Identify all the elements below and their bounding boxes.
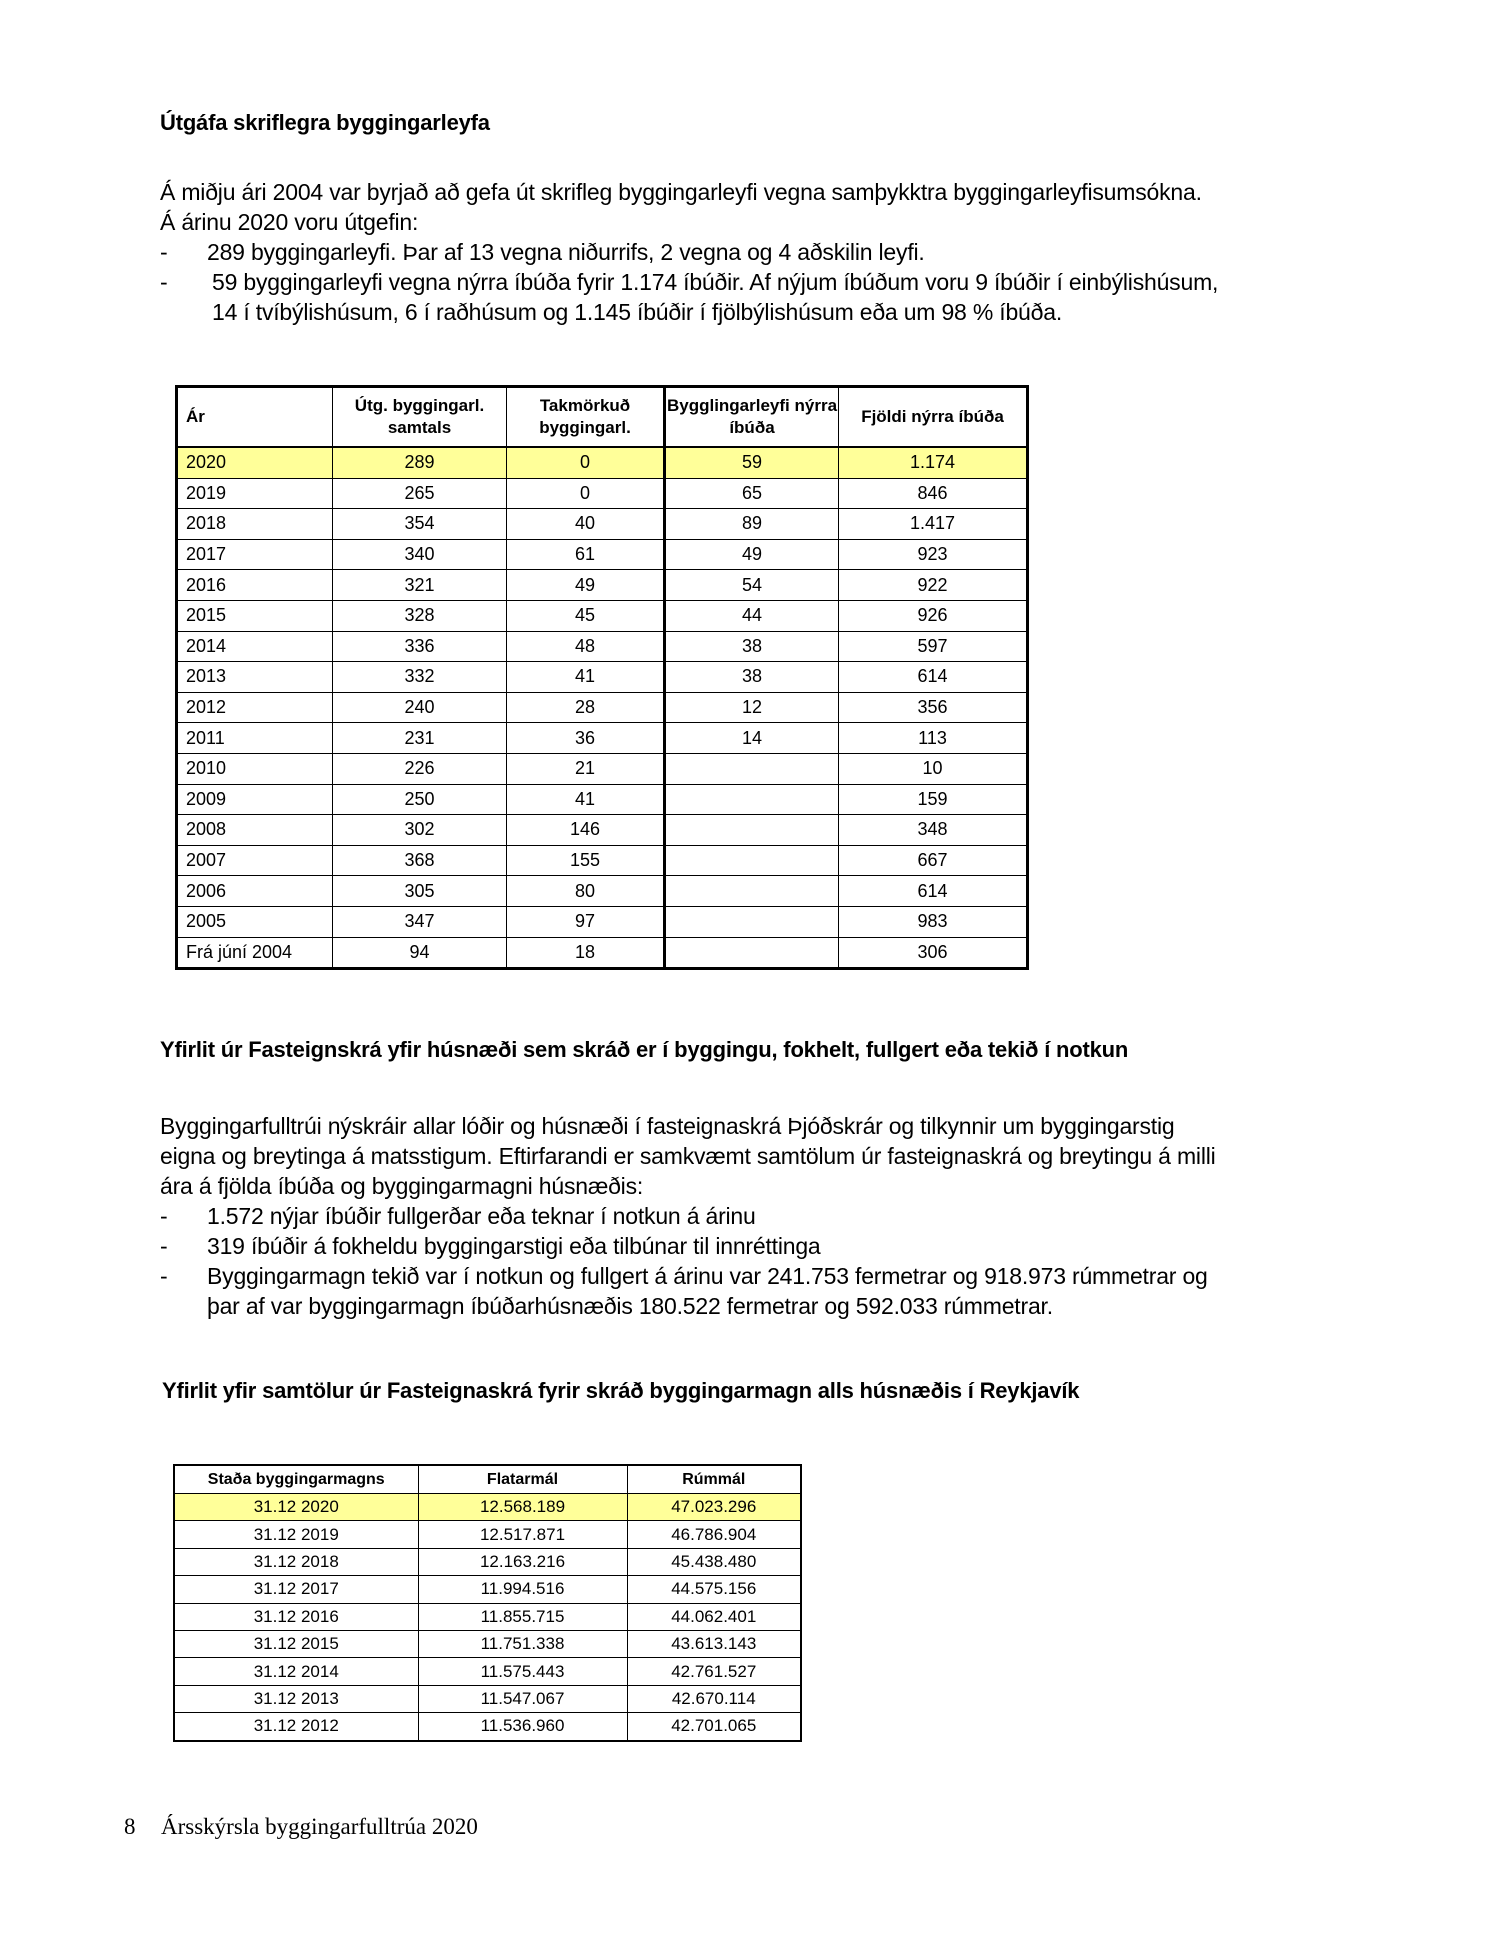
table-cell: 31.12 2014: [174, 1658, 418, 1685]
table-cell: 846: [839, 478, 1028, 509]
bullet-marker: -: [160, 1233, 168, 1259]
table-cell: 44.575.156: [627, 1576, 801, 1603]
table-cell: 2014: [177, 631, 333, 662]
table-cell: 614: [839, 876, 1028, 907]
table-row: [177, 600, 1028, 631]
table-cell: 332: [333, 662, 507, 693]
table-cell: 2011: [177, 723, 333, 754]
table-cell: 2009: [177, 784, 333, 815]
bullet-continuation: [160, 1291, 1216, 1321]
table-row: [177, 662, 1028, 693]
table-cell: 159: [839, 784, 1028, 815]
column-header-limited-permits: Takmörkuð byggingarl.: [507, 387, 665, 448]
table-cell: 54: [665, 570, 839, 601]
table-cell: 11.751.338: [418, 1630, 627, 1657]
table-row: [177, 906, 1028, 937]
building-volume-table: [173, 1464, 802, 1742]
bullet-item: [160, 1201, 1216, 1231]
column-header-new-dwelling-permits: Bygglingarleyfi nýrra íbúða: [665, 387, 839, 448]
table-cell: 12: [665, 692, 839, 723]
table-cell: 11.547.067: [418, 1685, 627, 1712]
table-cell: 2019: [177, 478, 333, 509]
bullet-text: þar af var byggingarmagn íbúðarhúsnæðis 180.522 fermetrar og 592.033 rúmmetrar.: [207, 1293, 1053, 1319]
paragraph-line: eigna og breytinga á matsstigum. Eftirfarandi er samkvæmt samtölum úr fasteignaskrá og breytingu á milli: [160, 1143, 1216, 1169]
table-cell: 240: [333, 692, 507, 723]
building-permits-table: [175, 385, 1029, 970]
table-row: [174, 1494, 801, 1521]
table-cell: 46.786.904: [627, 1521, 801, 1548]
table-cell: 43.613.143: [627, 1630, 801, 1657]
table-cell: 12.517.871: [418, 1521, 627, 1548]
table-cell: 49: [665, 539, 839, 570]
bullet-text: 319 íbúðir á fokheldu byggingarstigi eða tilbúnar til innréttinga: [207, 1233, 821, 1259]
table-cell: 44: [665, 600, 839, 631]
table-cell: 80: [507, 876, 665, 907]
table-cell: 40: [507, 509, 665, 540]
table-cell: [665, 784, 839, 815]
table-header-row: [177, 387, 1028, 448]
table-cell: 38: [665, 631, 839, 662]
table-cell: 113: [839, 723, 1028, 754]
table-cell: 265: [333, 478, 507, 509]
table-cell: 12.568.189: [418, 1494, 627, 1521]
table-cell: 45: [507, 600, 665, 631]
footer-title: Ársskýrsla byggingarfulltrúa 2020: [161, 1814, 478, 1839]
table-cell: 2006: [177, 876, 333, 907]
table-row: [177, 631, 1028, 662]
table-cell: 31.12 2012: [174, 1713, 418, 1741]
table-cell: 340: [333, 539, 507, 570]
table-cell: [665, 753, 839, 784]
table-row: [177, 815, 1028, 846]
bullet-marker: -: [160, 1203, 168, 1229]
table-cell: 31.12 2016: [174, 1603, 418, 1630]
table-cell: 336: [333, 631, 507, 662]
column-header-status-date: Staða byggingarmagns: [174, 1465, 418, 1494]
table-cell: 42.701.065: [627, 1713, 801, 1741]
table-row: [174, 1713, 801, 1741]
table-cell: 44.062.401: [627, 1603, 801, 1630]
table-cell: [665, 845, 839, 876]
table-cell: 667: [839, 845, 1028, 876]
table-cell: 31.12 2017: [174, 1576, 418, 1603]
table-cell: 1.417: [839, 509, 1028, 540]
column-header-volume: Rúmmál: [627, 1465, 801, 1494]
table-header-row: [174, 1465, 801, 1494]
table-row: [177, 478, 1028, 509]
bullet-text: 289 byggingarleyfi. Þar af 13 vegna niðurrifs, 2 vegna og 4 aðskilin leyfi.: [207, 239, 925, 265]
table-cell: 2017: [177, 539, 333, 570]
table-cell: 250: [333, 784, 507, 815]
column-header-floor-area: Flatarmál: [418, 1465, 627, 1494]
paragraph-line: ára á fjölda íbúða og byggingarmagni húsnæðis:: [160, 1173, 644, 1199]
table-cell: 2020: [177, 447, 333, 478]
table-cell: 2018: [177, 509, 333, 540]
table-cell: 18: [507, 937, 665, 969]
table-cell: 354: [333, 509, 507, 540]
table-cell: 2007: [177, 845, 333, 876]
table-cell: 11.994.516: [418, 1576, 627, 1603]
table-cell: [665, 937, 839, 969]
table-cell: 2005: [177, 906, 333, 937]
table-row: [174, 1603, 801, 1630]
table-cell: 2015: [177, 600, 333, 631]
bullet-item: [160, 1261, 1216, 1291]
table-row: [174, 1630, 801, 1657]
table-cell: 45.438.480: [627, 1548, 801, 1575]
table-cell: 2016: [177, 570, 333, 601]
section1-paragraph: [160, 177, 1219, 327]
column-header-year: Ár: [177, 387, 333, 448]
table-cell: 614: [839, 662, 1028, 693]
table-cell: 14: [665, 723, 839, 754]
table-cell: 0: [507, 478, 665, 509]
table-cell: Frá júní 2004: [177, 937, 333, 969]
table-cell: 61: [507, 539, 665, 570]
table-cell: 11.855.715: [418, 1603, 627, 1630]
bullet-marker: -: [160, 269, 168, 295]
table-cell: 356: [839, 692, 1028, 723]
table-cell: 41: [507, 662, 665, 693]
table-cell: 12.163.216: [418, 1548, 627, 1575]
table-cell: 47.023.296: [627, 1494, 801, 1521]
bullet-marker: -: [160, 239, 168, 265]
bullet-item: [160, 237, 1202, 267]
table-cell: [665, 876, 839, 907]
table-row: [177, 723, 1028, 754]
table-cell: 1.174: [839, 447, 1028, 478]
table-cell: 926: [839, 600, 1028, 631]
table-cell: 65: [665, 478, 839, 509]
bullet-text: Byggingarmagn tekið var í notkun og fullgert á árinu var 241.753 fermetrar og 918.973 rúmmetrar og: [207, 1263, 1208, 1289]
table-cell: [665, 815, 839, 846]
table-row: [174, 1548, 801, 1575]
table-cell: 922: [839, 570, 1028, 601]
table-cell: 597: [839, 631, 1028, 662]
table-row: [177, 784, 1028, 815]
section-heading-total-building-volume: Yfirlit yfir samtölur úr Fasteignaskrá fyrir skráð byggingarmagn alls húsnæðis í Reykjavík: [162, 1378, 1080, 1403]
table-row: [177, 447, 1028, 478]
table-row: [177, 845, 1028, 876]
table-row: [177, 753, 1028, 784]
table-cell: 36: [507, 723, 665, 754]
table-cell: 348: [839, 815, 1028, 846]
table-cell: 48: [507, 631, 665, 662]
section-heading-building-permits: Útgáfa skriflegra byggingarleyfa: [160, 110, 490, 135]
table-cell: 2013: [177, 662, 333, 693]
table-cell: 31.12 2019: [174, 1521, 418, 1548]
table-cell: 41: [507, 784, 665, 815]
table-row: [174, 1658, 801, 1685]
table-cell: 923: [839, 539, 1028, 570]
bullet-item: [160, 267, 1219, 297]
table-cell: 231: [333, 723, 507, 754]
table-cell: [665, 906, 839, 937]
paragraph-line: Byggingarfulltrúi nýskráir allar lóðir og húsnæði í fasteignaskrá Þjóðskrár og tilkynnir um byggingarstig: [160, 1113, 1175, 1139]
column-header-new-dwellings-count: Fjöldi nýrra íbúða: [839, 387, 1028, 448]
table-cell: 306: [839, 937, 1028, 969]
table-cell: 31.12 2013: [174, 1685, 418, 1712]
table-row: [177, 509, 1028, 540]
table-row: [174, 1576, 801, 1603]
bullet-continuation: [160, 297, 1202, 327]
table-cell: 11.536.960: [418, 1713, 627, 1741]
table-cell: 146: [507, 815, 665, 846]
table-cell: 10: [839, 753, 1028, 784]
table-cell: 226: [333, 753, 507, 784]
table-cell: 328: [333, 600, 507, 631]
table-row: [177, 539, 1028, 570]
table-row: [177, 570, 1028, 601]
table-row: [177, 876, 1028, 907]
table-cell: 289: [333, 447, 507, 478]
bullet-text: 59 byggingarleyfi vegna nýrra íbúða fyrir 1.174 íbúðir. Af nýjum íbúðum voru 9 íbúðir í einbýlishúsum,: [212, 269, 1219, 295]
table-cell: 49: [507, 570, 665, 601]
section-heading-property-registry: Yfirlit úr Fasteignskrá yfir húsnæði sem skráð er í byggingu, fokhelt, fullgert eða tekið í notkun: [160, 1037, 1129, 1062]
table-cell: 347: [333, 906, 507, 937]
table-cell: 42.670.114: [627, 1685, 801, 1712]
table-row: [174, 1521, 801, 1548]
column-header-total-permits: Útg. byggingarl. samtals: [333, 387, 507, 448]
table-cell: 0: [507, 447, 665, 478]
paragraph-line: Á miðju ári 2004 var byrjað að gefa út skrifleg byggingarleyfi vegna samþykktra byggingarleyfisumsókna.: [160, 179, 1202, 205]
table-cell: 59: [665, 447, 839, 478]
table-cell: 155: [507, 845, 665, 876]
bullet-marker: -: [160, 1263, 168, 1289]
section2-paragraph: [160, 1111, 1216, 1321]
table-cell: 31.12 2015: [174, 1630, 418, 1657]
table-cell: 983: [839, 906, 1028, 937]
table-cell: 2008: [177, 815, 333, 846]
table-cell: 321: [333, 570, 507, 601]
table-cell: 21: [507, 753, 665, 784]
table-row: [177, 692, 1028, 723]
table-cell: 2010: [177, 753, 333, 784]
table-row: [174, 1685, 801, 1712]
table-cell: 97: [507, 906, 665, 937]
table-cell: 368: [333, 845, 507, 876]
table-cell: 42.761.527: [627, 1658, 801, 1685]
bullet-item: [160, 1231, 1216, 1261]
paragraph-line: Á árinu 2020 voru útgefin:: [160, 209, 419, 235]
table-cell: 94: [333, 937, 507, 969]
table-cell: 305: [333, 876, 507, 907]
table-cell: 2012: [177, 692, 333, 723]
table-cell: 11.575.443: [418, 1658, 627, 1685]
bullet-text: 1.572 nýjar íbúðir fullgerðar eða teknar í notkun á árinu: [207, 1203, 756, 1229]
table-cell: 31.12 2018: [174, 1548, 418, 1575]
table-cell: 38: [665, 662, 839, 693]
table-cell: 31.12 2020: [174, 1494, 418, 1521]
table-cell: 89: [665, 509, 839, 540]
table-row: [177, 937, 1028, 969]
bullet-text: 14 í tvíbýlishúsum, 6 í raðhúsum og 1.145 íbúðir í fjölbýlishúsum eða um 98 % íbúða.: [212, 299, 1063, 325]
table-cell: 302: [333, 815, 507, 846]
page-number: 8: [124, 1814, 136, 1839]
table-cell: 28: [507, 692, 665, 723]
